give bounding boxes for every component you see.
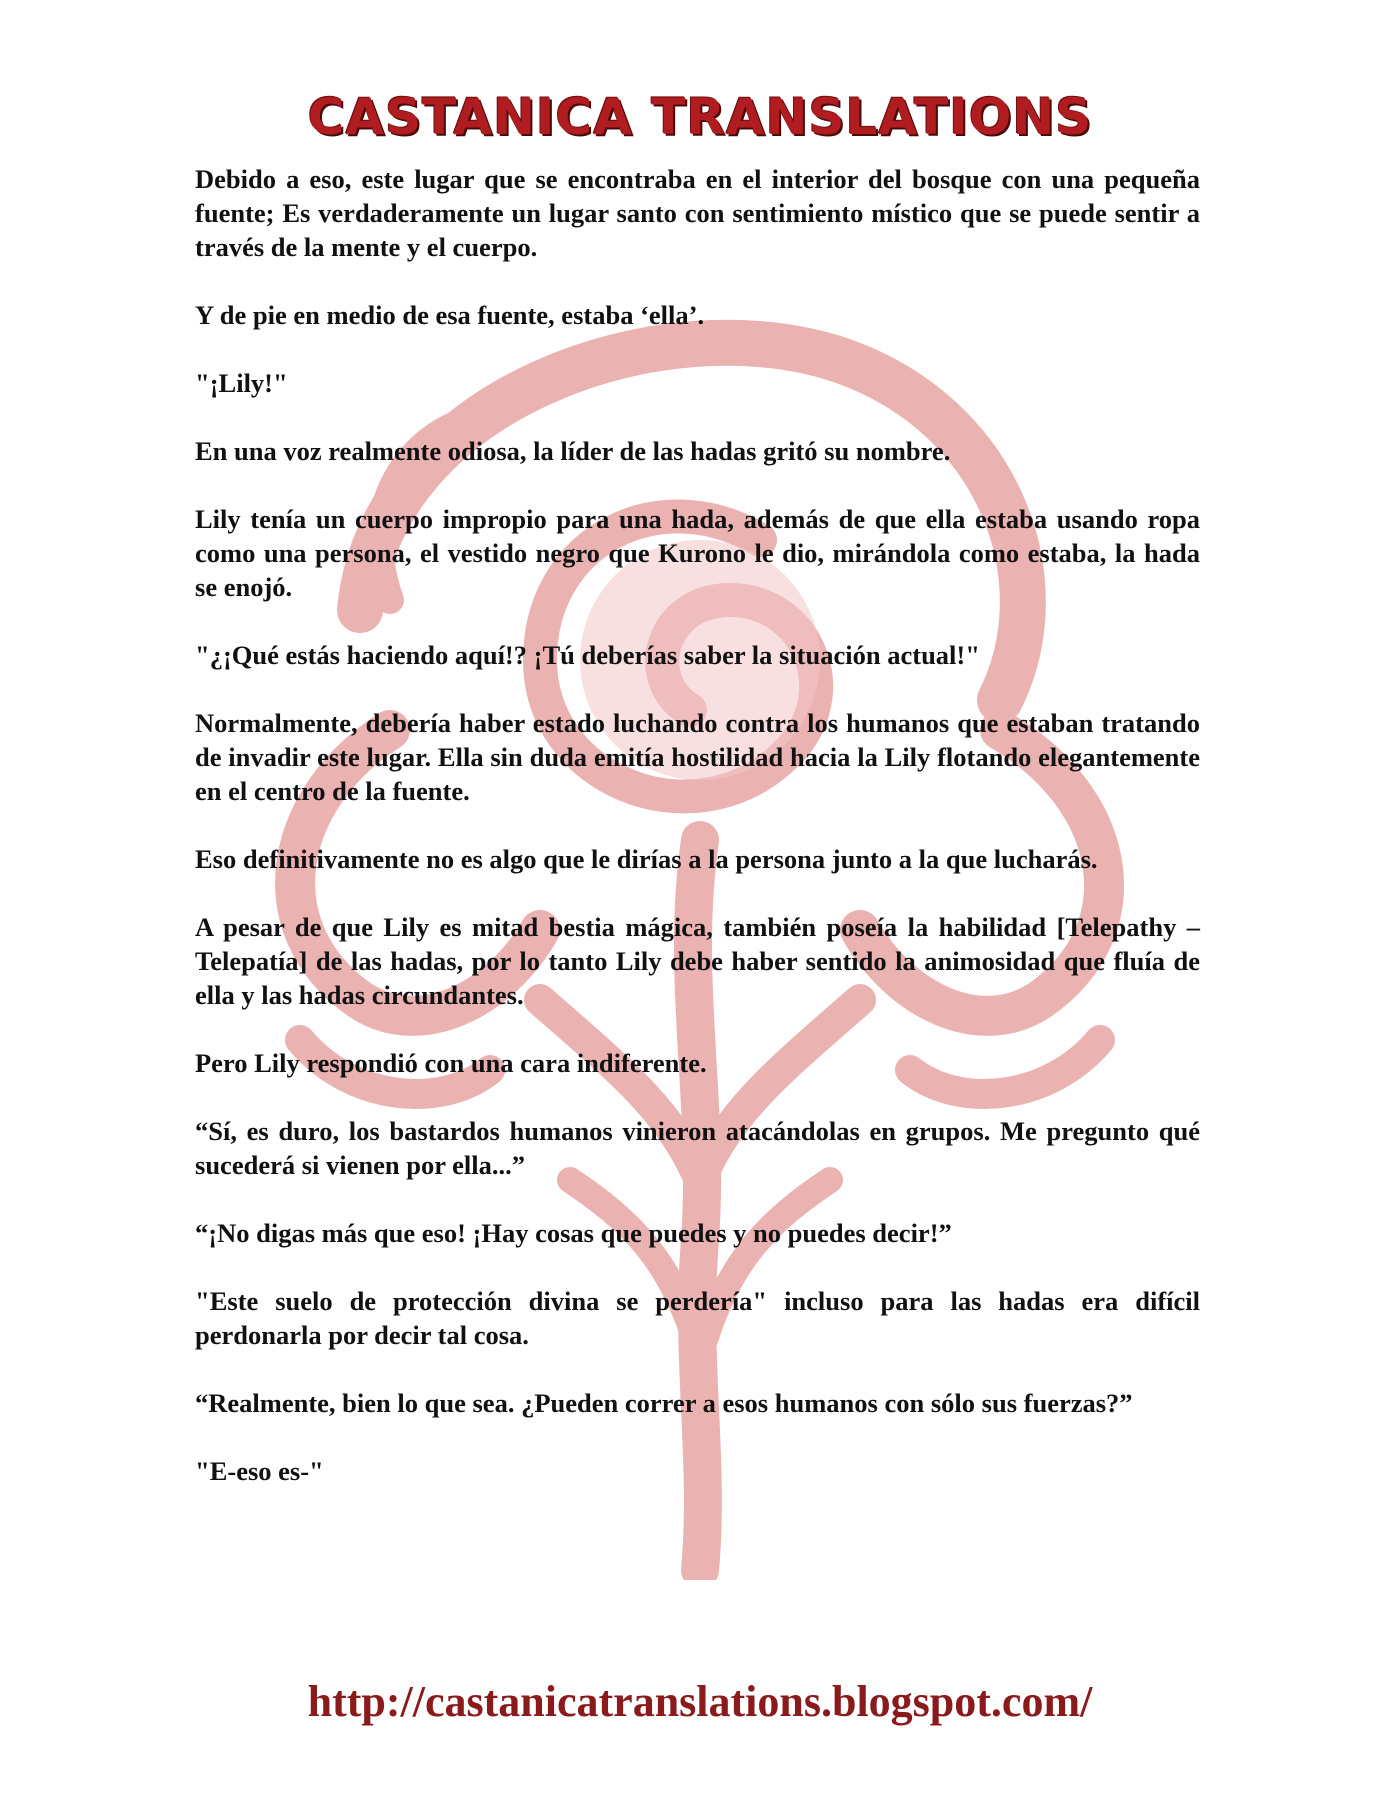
paragraph: Normalmente, debería haber estado luchando contra los humanos que estaban tratando de invadir este lugar. Ella sin duda emitía hostilidad hacia la Lily flotando elegantemente en el centro de la fuente. xyxy=(195,708,1200,806)
paragraph: A pesar de que Lily es mitad bestia mágica, también poseía la habilidad [Telepathy – Telepatía] de las hadas, por lo tanto Lily debe haber sentido la animosidad que fluía de ella y las hadas circundantes. xyxy=(195,912,1200,1010)
paragraph: Y de pie en medio de esa fuente, estaba ‘ella’. xyxy=(195,300,705,330)
body-text xyxy=(195,162,1200,1522)
paragraph: Pero Lily respondió con una cara indiferente. xyxy=(195,1048,707,1078)
footer-url-link[interactable]: http://castanicatranslations.blogspot.com/ xyxy=(307,1677,1093,1726)
paragraph: Lily tenía un cuerpo impropio para una hada, además de que ella estaba usando ropa como una persona, el vestido negro que Kurono le dio, mirándola como estaba, la hada se enojó. xyxy=(195,504,1200,602)
paragraph: “Realmente, bien lo que sea. ¿Pueden correr a esos humanos con sólo sus fuerzas?” xyxy=(195,1388,1133,1418)
paragraph: "Este suelo de protección divina se perdería" incluso para las hadas era difícil perdonarla por decir tal cosa. xyxy=(195,1286,1200,1350)
paragraph: "E-eso es-" xyxy=(195,1456,324,1486)
paragraph: "¿¡Qué estás haciendo aquí!? ¡Tú deberías saber la situación actual!" xyxy=(195,640,980,670)
paragraph: “Sí, es duro, los bastardos humanos vinieron atacándolas en grupos. Me pregunto qué sucederá si vienen por ella...” xyxy=(195,1116,1200,1180)
paragraph: Eso definitivamente no es algo que le dirías a la persona junto a la que lucharás. xyxy=(195,844,1098,874)
page-title: CASTANICA TRANSLATIONS xyxy=(307,88,1093,146)
paragraph: "¡Lily!" xyxy=(195,368,288,398)
paragraph: Debido a eso, este lugar que se encontraba en el interior del bosque con una pequeña fuente; Es verdaderamente un lugar santo con sentimiento místico que se puede sentir a través de la mente y el cuerpo. xyxy=(195,164,1200,262)
paragraph: En una voz realmente odiosa, la líder de las hadas gritó su nombre. xyxy=(195,436,951,466)
paragraph: “¡No digas más que eso! ¡Hay cosas que puedes y no puedes decir!” xyxy=(195,1218,952,1248)
